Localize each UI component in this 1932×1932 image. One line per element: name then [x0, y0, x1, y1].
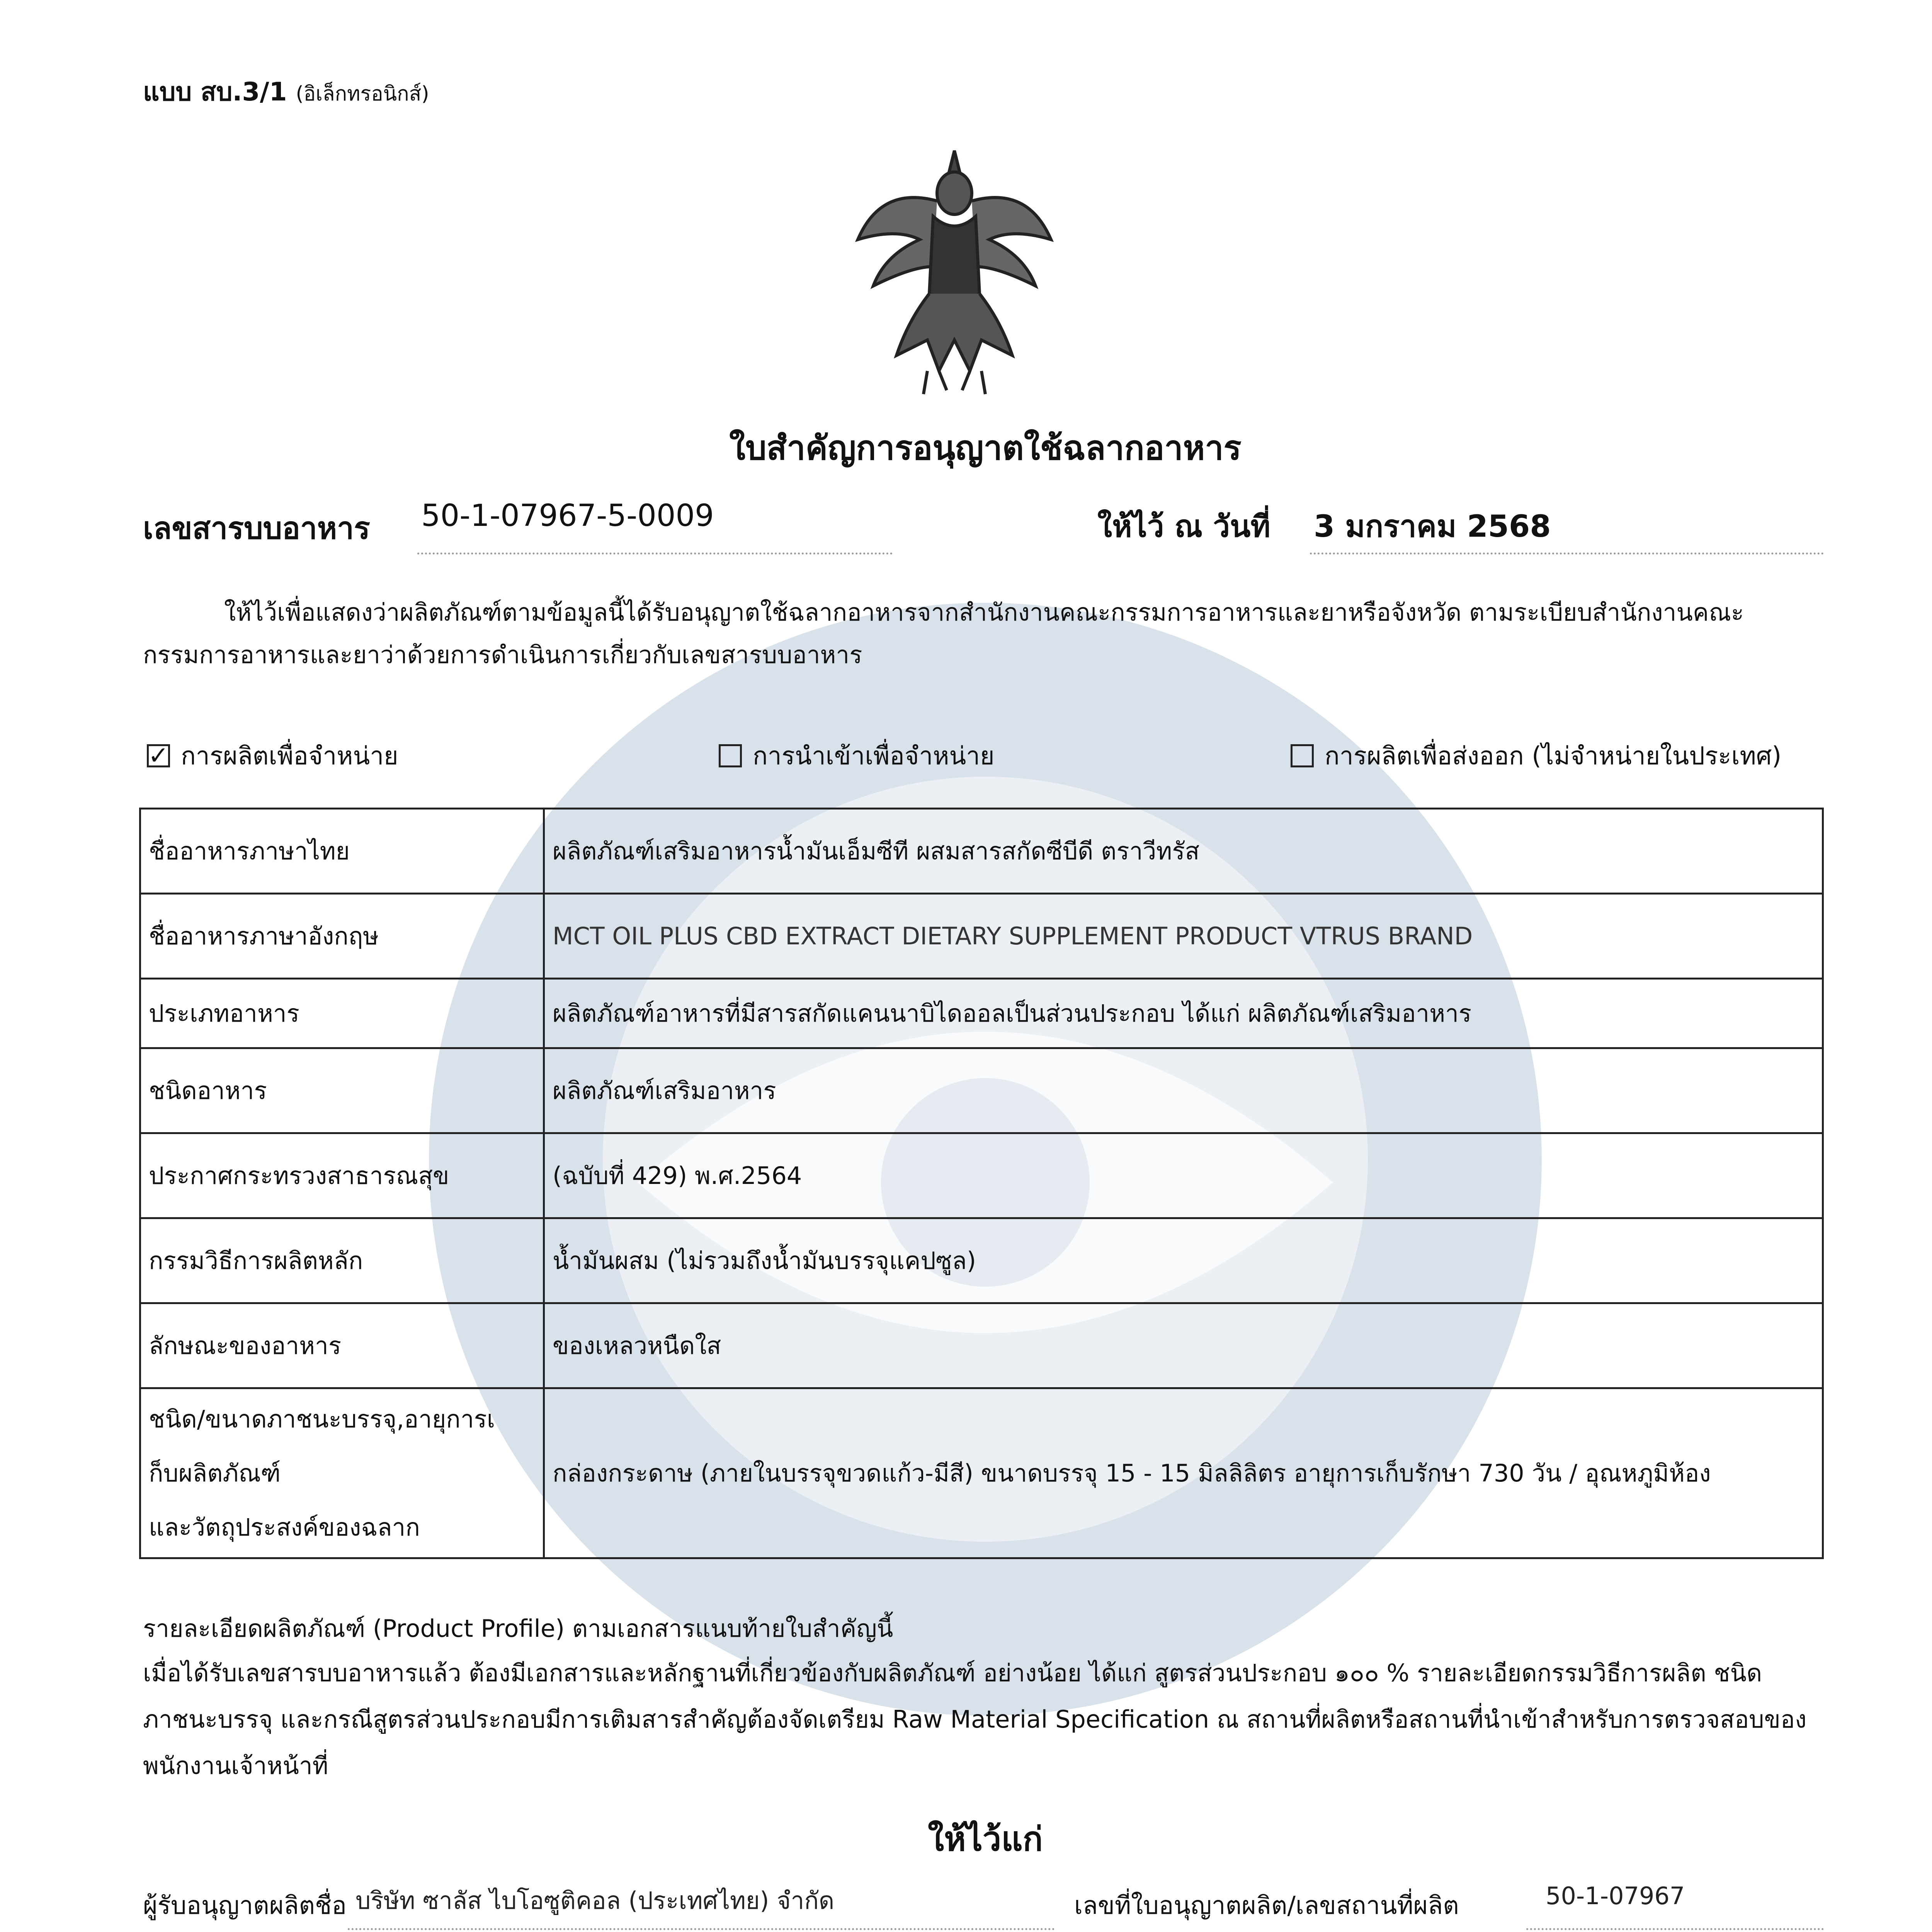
requirements-paragraph: เมื่อได้รับเลขสารบบอาหารแล้ว ต้องมีเอกสารและหลักฐานที่เกี่ยวข้องกับผลิตภัณฑ์ อย่างน้อย ได้แก่ สูตรส่วนประกอบ ๑๐๐ % รายละเอียดกรรมวิธีการผลิต ชนิดภาชนะบรรจุ และกรณีสูตรส่วนประกอบมีการเติมสารสำคัญต้องจัดเตรียม Raw Material Specification ณ สถานที่ผลิตหรือสถานที่นำเข้าสำหรับการตรวจสอบของพนักงานเจ้าหน้าที่ [143, 1659, 1807, 1780]
table-row [140, 1303, 1823, 1388]
table-key: ชื่ออาหารภาษาอังกฤษ [140, 894, 544, 979]
dotted-line [1310, 553, 1824, 554]
given-to-title: ให้ไว้แก่ [928, 1820, 1043, 1859]
checkbox-label: การนำเข้าเพื่อจำหน่าย [753, 742, 995, 770]
dotted-line [348, 1928, 1055, 1930]
key-line: และวัตถุประสงค์ของฉลาก [149, 1513, 420, 1541]
table-value: ของเหลวหนืดใส [544, 1303, 1823, 1388]
product-info-table [139, 808, 1824, 1559]
table-value: MCT OIL PLUS CBD EXTRACT DIETARY SUPPLEMENT PRODUCT VTRUS BRAND [544, 894, 1823, 979]
table-row [140, 979, 1823, 1048]
table-key: ชื่ออาหารภาษาไทย [140, 809, 544, 894]
licensee-label: ผู้รับอนุญาตผลิตชื่อ [143, 1891, 347, 1920]
checkbox-box [719, 744, 742, 767]
table-key: ประกาศกระทรวงสาธารณสุข [140, 1133, 544, 1218]
table-row [140, 809, 1823, 894]
key-line: ชนิด/ขนาดภาชนะบรรจุ,อายุการเ [149, 1405, 495, 1433]
issued-date-value: 3 มกราคม 2568 [1314, 509, 1551, 544]
table-value: ผลิตภัณฑ์อาหารที่มีสารสกัดแคนนาบิไดออลเป็นส่วนประกอบ ได้แก่ ผลิตภัณฑ์เสริมอาหาร [544, 979, 1823, 1048]
checkbox-label: การผลิตเพื่อส่งออก (ไม่จำหน่ายในประเทศ) [1325, 742, 1782, 770]
table-key: ชนิดอาหาร [140, 1048, 544, 1133]
table-value: ผลิตภัณฑ์เสริมอาหารน้ำมันเอ็มซีที ผสมสารสกัดซีบีดี ตราวีทรัส [544, 809, 1823, 894]
product-profile-note: รายละเอียดผลิตภัณฑ์ (Product Profile) ตามเอกสารแนบท้ายใบสำคัญนี้ [143, 1614, 893, 1643]
intro-paragraph: ให้ไว้เพื่อแสดงว่าผลิตภัณฑ์ตามข้อมูลนี้ได้รับอนุญาตใช้ฉลากอาหารจากสำนักงานคณะกรรมการอาหารและยาหรือจังหวัด ตามระเบียบสำนักงานคณะกรรมการอาหารและยาว่าด้วยการดำเนินการเกี่ยวกับเลขสารบบอาหาร [143, 598, 1744, 669]
table-row [140, 1133, 1823, 1218]
form-code: แบบ สบ.3/1 (อิเล็กทรอนิกส์) [143, 77, 429, 107]
checkbox-box: ✓ [147, 744, 170, 767]
license-number-label: เลขที่ใบอนุญาตผลิต/เลขสถานที่ผลิต [1074, 1891, 1459, 1920]
document-title: ใบสำคัญการอนุญาตใช้ฉลากอาหาร [729, 429, 1242, 468]
table-key: กรรมวิธีการผลิตหลัก [140, 1218, 544, 1303]
table-key [140, 1388, 544, 1558]
license-number-value: 50-1-07967 [1546, 1882, 1685, 1910]
checkbox-import-for-sale [719, 736, 995, 776]
table-key: ประเภทอาหาร [140, 979, 544, 1048]
registration-number-label: เลขสารบบอาหาร [143, 511, 370, 546]
checkbox-production-for-sale [147, 736, 398, 776]
checkbox-export-only [1291, 736, 1781, 776]
table-value: (ฉบับที่ 429) พ.ศ.2564 [544, 1133, 1823, 1218]
issued-date-label: ให้ไว้ ณ วันที่ [1097, 509, 1270, 544]
key-line: ก็บผลิตภัณฑ์ [149, 1459, 281, 1487]
checkbox-box [1291, 744, 1314, 767]
table-value: น้ำมันผสม (ไม่รวมถึงน้ำมันบรรจุแคปซูล) [544, 1218, 1823, 1303]
garuda-emblem-icon [850, 139, 1059, 402]
checkbox-label: การผลิตเพื่อจำหน่าย [181, 742, 398, 770]
dotted-line [1526, 1928, 1824, 1930]
dotted-line [417, 553, 893, 554]
table-row [140, 1218, 1823, 1303]
table-row [140, 1388, 1823, 1558]
table-key: ลักษณะของอาหาร [140, 1303, 544, 1388]
licensee-value: บริษัท ซาลัส ไบโอซูติคอล (ประเทศไทย) จำกัด [355, 1886, 835, 1915]
table-row [140, 1048, 1823, 1133]
table-row [140, 894, 1823, 979]
table-value: กล่องกระดาษ (ภายในบรรจุขวดแก้ว-มีสี) ขนาดบรรจุ 15 - 15 มิลลิลิตร อายุการเก็บรักษา 730 วัน / อุณหภูมิห้อง [544, 1388, 1823, 1558]
registration-number-value: 50-1-07967-5-0009 [421, 498, 714, 533]
table-value: ผลิตภัณฑ์เสริมอาหาร [544, 1048, 1823, 1133]
